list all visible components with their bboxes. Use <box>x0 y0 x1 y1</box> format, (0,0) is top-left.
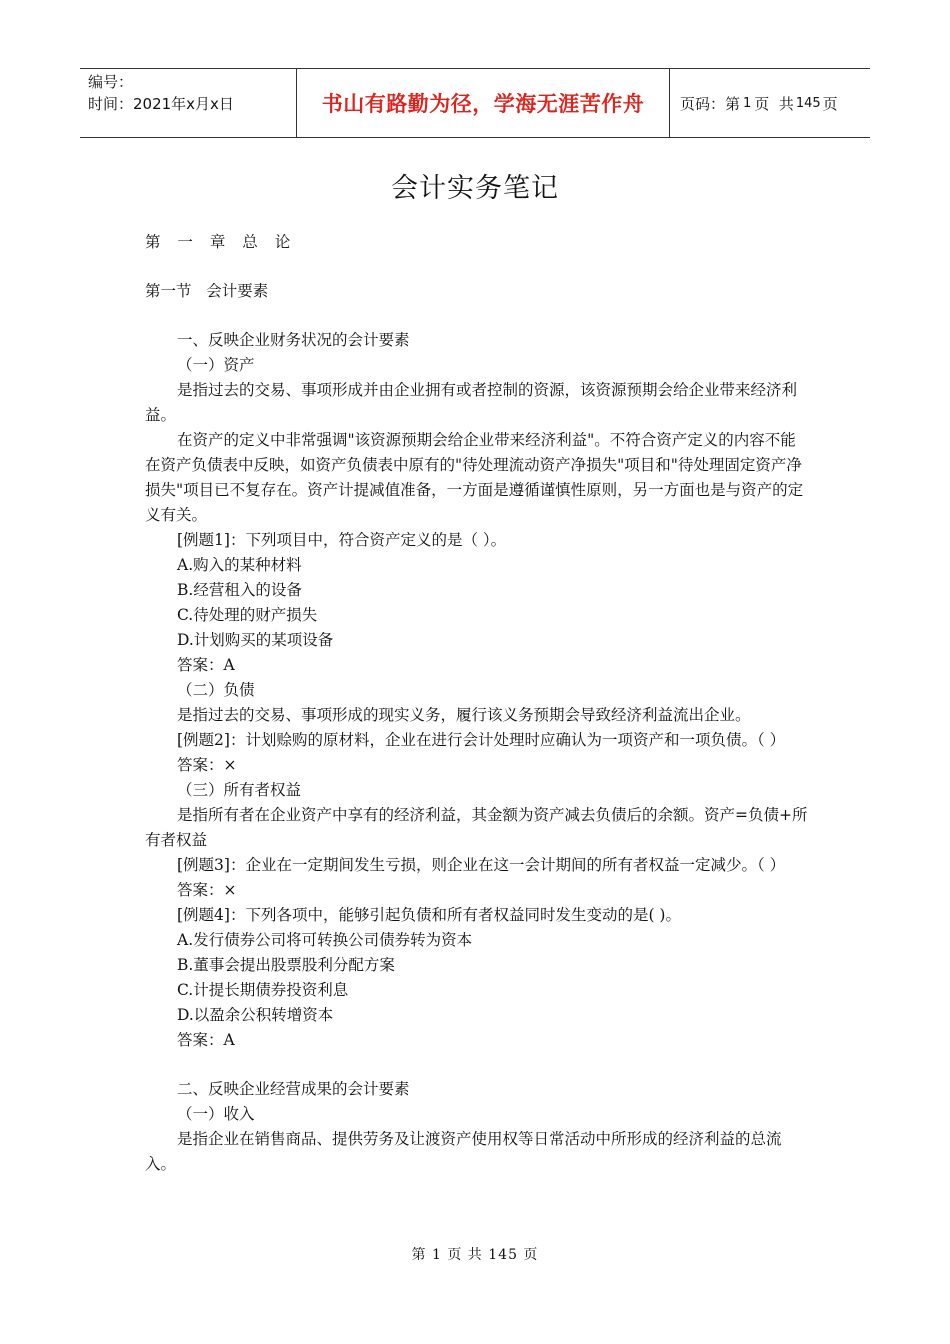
page-info-cell <box>670 69 870 137</box>
paragraph: [例题2]：计划赊购的原材料，企业在进行会计处理时应确认为一项资产和一项负债。（ ） <box>177 731 786 749</box>
paragraph: B.经营租入的设备 <box>177 581 302 599</box>
paragraph: [例题4]：下列各项中，能够引起负债和所有者权益同时发生变动的是( )。 <box>177 906 681 924</box>
paragraph: 二、反映企业经营成果的会计要素 <box>177 1080 410 1098</box>
motto: 书山有路勤为径，学海无涯苦作舟 <box>297 69 670 137</box>
spacer <box>145 255 810 279</box>
spacer <box>145 304 810 328</box>
paragraph: D.计划购买的某项设备 <box>177 631 334 649</box>
paragraph: 是指所有者在企业资产中享有的经济利益，其金额为资产减去负债后的余额。资产=负债+所有者权益 <box>145 806 808 849</box>
paragraph: B.董事会提出股票股利分配方案 <box>177 956 395 974</box>
paragraph: （二）负债 <box>177 681 255 699</box>
paragraph: D.以盈余公积转增资本 <box>177 1006 334 1024</box>
section-heading: 第一节 会计要素 <box>145 282 269 300</box>
header-meta-cell <box>80 69 297 137</box>
header-table <box>80 68 870 138</box>
page-mid-label: 页 共 <box>754 94 794 113</box>
chapter-heading: 第 一 章 总 论 <box>145 233 297 251</box>
paragraph: A.购入的某种材料 <box>177 556 302 574</box>
paragraph: （一）收入 <box>177 1105 255 1123</box>
paragraph: [例题1]：下列项目中，符合资产定义的是（ ）。 <box>177 531 507 549</box>
paragraph: 答案：× <box>177 881 237 899</box>
spacer <box>145 1053 810 1077</box>
paragraph: A.发行债券公司将可转换公司债券转为资本 <box>177 931 473 949</box>
page-footer: 第 1 页 共 145 页 <box>411 1247 539 1263</box>
paragraph: 答案：× <box>177 756 237 774</box>
paragraph: 是指企业在销售商品、提供劳务及让渡资产使用权等日常活动中所形成的经济利益的总流入。 <box>145 1130 782 1173</box>
paragraph: 一、反映企业财务状况的会计要素 <box>177 331 410 349</box>
page-label: 页码：第 <box>680 94 741 113</box>
document-title: 会计实务笔记 <box>391 173 559 204</box>
page-total: 145 <box>795 95 821 111</box>
paragraph: 是指过去的交易、事项形成的现实义务，履行该义务预期会导致经济利益流出企业。 <box>177 706 751 724</box>
paragraph: 答案：A <box>177 656 235 674</box>
document-body <box>145 230 810 1177</box>
paragraph-list <box>145 328 810 1177</box>
paragraph: C.计提长期债券投资利息 <box>177 981 349 999</box>
time-label: 时间：2021年x月x日 <box>88 95 234 113</box>
paragraph: [例题3]：企业在一定期间发生亏损，则企业在这一会计期间的所有者权益一定减少。（ ） <box>177 856 786 874</box>
paragraph: 答案：A <box>177 1031 235 1049</box>
paragraph: （三）所有者权益 <box>177 781 302 799</box>
paragraph: 在资产的定义中非常强调"该资源预期会给企业带来经济利益"。不符合资产定义的内容不能在资产负债表中反映，如资产负债表中原有的"待处理流动资产净损失"项目和"待处理固定资产净损失"项目已不复存在。资产计提减值准备，一方面是遵循谨慎性原则，另一方面也是与资产的定义有关。 <box>145 431 804 524</box>
paragraph: C.待处理的财产损失 <box>177 606 318 624</box>
page-end-label: 页 <box>822 94 838 113</box>
paragraph: （一）资产 <box>177 356 255 374</box>
page-number: 1 <box>743 95 752 111</box>
paragraph: 是指过去的交易、事项形成并由企业拥有或者控制的资源，该资源预期会给企业带来经济利益。 <box>145 381 798 424</box>
number-label: 编号： <box>88 73 134 91</box>
